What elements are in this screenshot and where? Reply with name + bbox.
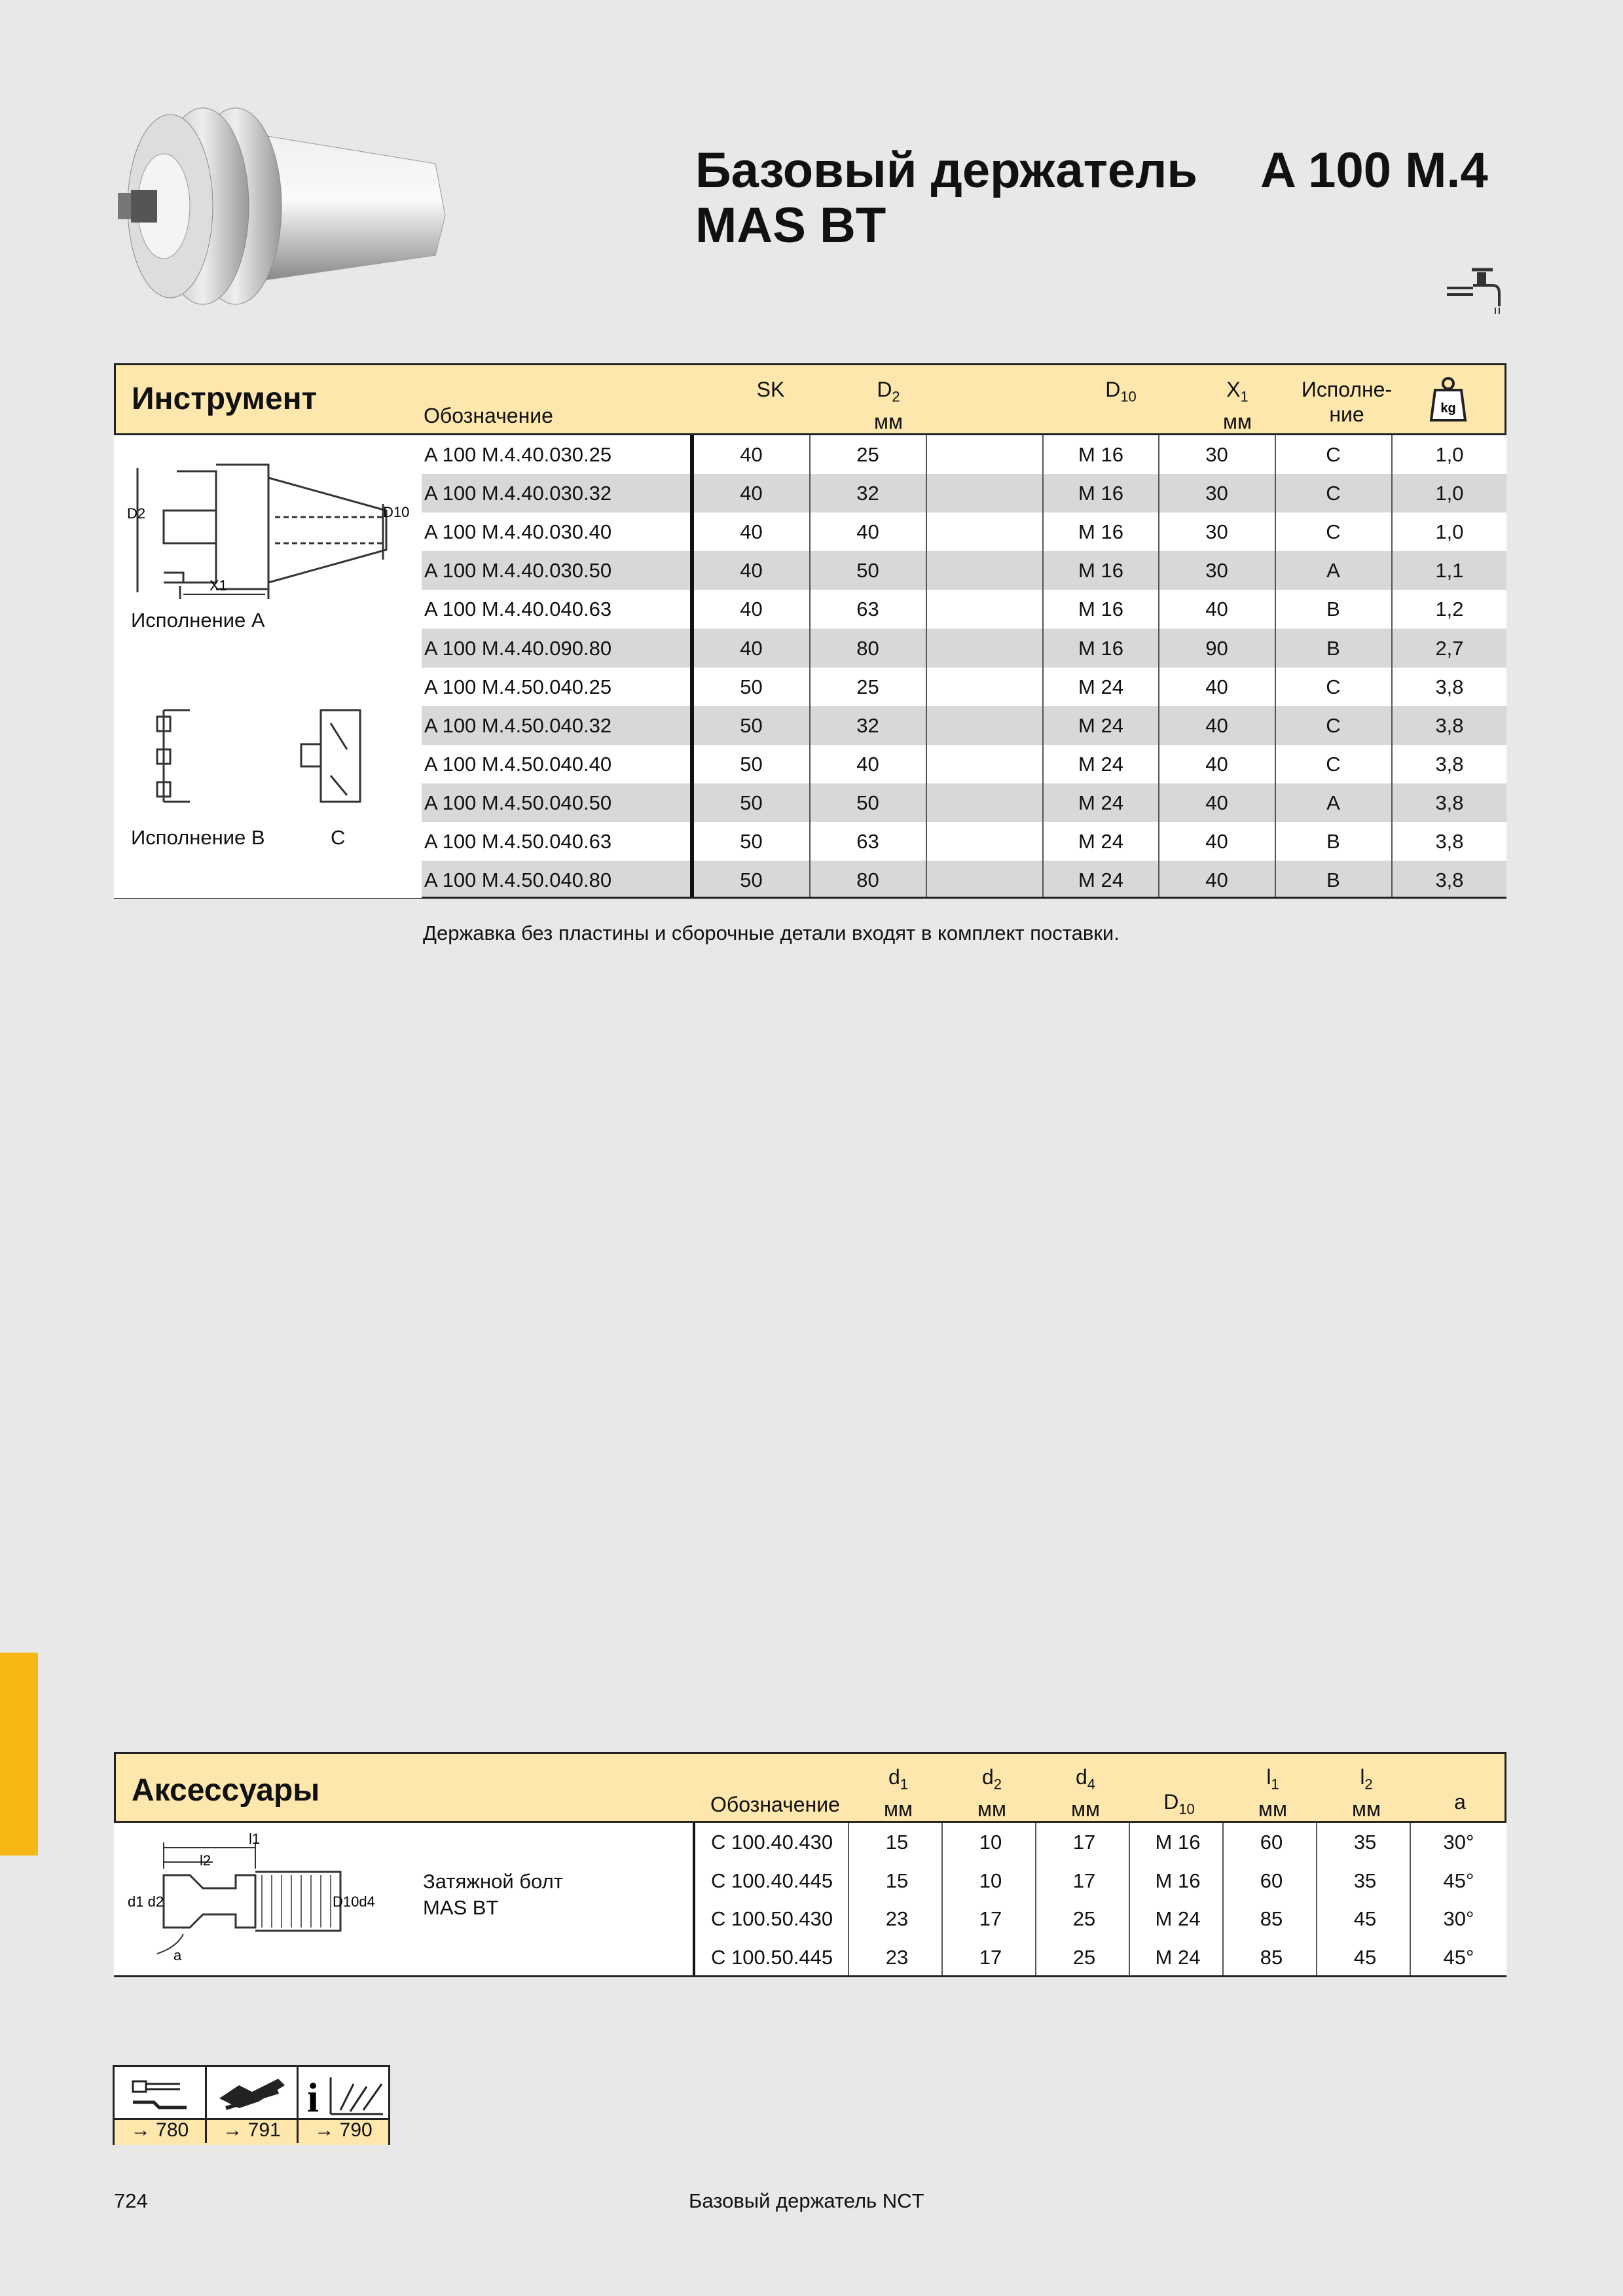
cell-kg: 3,8 [1435, 713, 1464, 737]
column-divider [1391, 435, 1393, 898]
cell-d2: 17 [979, 1945, 1002, 1969]
cell-d1: 15 [885, 1831, 909, 1854]
drawing-pull-bolt [124, 1829, 386, 1970]
cell-ver: B [1326, 869, 1340, 892]
pull-bolt-name: Затяжной болт MAS BT [423, 1870, 563, 1919]
col-d2: $D_2$ мм [874, 378, 903, 434]
cell-kg: 1,0 [1435, 520, 1464, 544]
svg-text:l1: l1 [249, 1831, 261, 1847]
table-row [422, 551, 1506, 590]
cell-sk: 40 [740, 482, 763, 505]
table-row [422, 629, 1506, 668]
cell-l1: 60 [1260, 1869, 1283, 1892]
cell-x1: 30 [1205, 559, 1228, 583]
chapter-tab [0, 1653, 38, 1856]
cell-d2: 40 [856, 520, 879, 544]
ref-page-780[interactable]: → 780 [130, 2119, 189, 2141]
cell-x1: 40 [1205, 830, 1228, 853]
cell-blank [927, 551, 1042, 590]
cell-d1: 23 [885, 1945, 909, 1969]
cell-d2: 32 [856, 713, 879, 737]
cell-sk: 50 [740, 830, 763, 853]
table-row [422, 822, 1506, 861]
page-number: 724 [114, 2189, 148, 2212]
cell-ver: C [1326, 443, 1341, 466]
column-divider [1129, 1823, 1130, 1977]
wrench-hand-icon [213, 2072, 291, 2115]
cell-kg: 3,8 [1435, 869, 1464, 892]
cell-ver: C [1326, 675, 1341, 698]
info-chart-icon [304, 2071, 386, 2117]
label-version-a: Исполнение A [131, 609, 265, 632]
svg-text:i: i [307, 2074, 319, 2117]
cell-code: A 100 M.4.50.040.40 [424, 752, 612, 776]
cell-sk: 40 [740, 636, 763, 660]
drawing-version-b [151, 704, 203, 808]
cell-code: A 100 M.4.50.040.32 [424, 713, 612, 737]
drawing-version-c [295, 704, 373, 808]
cell-sk: 50 [740, 869, 763, 892]
cell-kg: 3,8 [1435, 752, 1464, 776]
delivery-note: Державка без пластины и сборочные детали входят в комплект поставки. [423, 922, 1120, 944]
cell-d10: M 24 [1078, 830, 1123, 853]
column-divider [693, 1823, 695, 1977]
title-line1: Базовый держатель [695, 143, 1198, 198]
table-bottom-border [114, 1975, 1506, 1977]
cell-l1: 85 [1260, 1945, 1283, 1969]
cell-code: A 100 M.4.40.030.32 [424, 482, 612, 505]
cell-code: A 100 M.4.50.040.25 [424, 675, 612, 698]
cell-sk: 40 [740, 559, 763, 583]
section-title-instrument: Инструмент [132, 382, 318, 416]
cell-d10: M 24 [1078, 752, 1123, 776]
acc-col-d2: $d_2$ мм [977, 1765, 1006, 1821]
cell-d2: 10 [979, 1831, 1002, 1854]
cell-sk: 40 [740, 443, 763, 466]
table-row [694, 1938, 1506, 1977]
section-title-accessories: Аксессуары [132, 1773, 320, 1808]
cell-blank [927, 435, 1042, 474]
cell-kg: 1,0 [1435, 482, 1464, 505]
table-row [422, 474, 1506, 512]
cell-l2: 45 [1353, 1945, 1377, 1969]
cell-code: A 100 M.4.40.090.80 [424, 636, 612, 660]
cell-blank [927, 822, 1042, 861]
cell-blank [927, 629, 1042, 668]
page-title [695, 143, 1197, 199]
column-divider [926, 435, 927, 898]
cell-d2: 63 [856, 598, 879, 621]
cell-kg: 1,0 [1435, 443, 1464, 466]
cell-blank [927, 474, 1042, 512]
cell-d10: M 16 [1078, 482, 1123, 505]
cell-d10: M 16 [1155, 1869, 1201, 1892]
table-row [422, 435, 1506, 474]
cell-blank [927, 745, 1042, 783]
column-divider [1410, 1823, 1411, 1977]
cell-d2: 80 [856, 869, 879, 892]
ref-page-790[interactable]: → 790 [314, 2119, 373, 2141]
svg-text:D2: D2 [127, 505, 146, 522]
table-row [422, 745, 1506, 783]
cell-l1: 60 [1260, 1831, 1283, 1854]
svg-text:kg: kg [1440, 401, 1456, 416]
cell-ver: A [1326, 559, 1340, 583]
cell-x1: 30 [1205, 482, 1228, 505]
acc-col-l1: $l_1$ мм [1258, 1765, 1287, 1821]
cell-blank [927, 590, 1042, 628]
col-version: Исполне- ние [1301, 378, 1393, 426]
col-d10: $D_{10}$ [1105, 378, 1137, 405]
cell-ver: C [1326, 713, 1341, 737]
cell-blank [927, 668, 1042, 706]
svg-text:a: a [173, 1947, 182, 1964]
svg-text:X1: X1 [210, 577, 227, 594]
cell-sk: 50 [740, 675, 763, 698]
column-divider [1035, 1823, 1036, 1977]
bolt-key-icon [128, 2075, 193, 2114]
cell-l2: 35 [1353, 1831, 1377, 1854]
table-row [694, 1899, 1506, 1938]
cell-d10: M 16 [1078, 559, 1123, 583]
cell-d4: 25 [1072, 1945, 1096, 1969]
column-divider [1316, 1823, 1317, 1977]
cell-x1: 30 [1205, 520, 1228, 544]
cell-d10: M 24 [1078, 869, 1123, 892]
cell-sk: 50 [740, 713, 763, 737]
instrument-header [114, 363, 1506, 435]
cell-ver: C [1326, 482, 1341, 505]
svg-text:D10: D10 [383, 504, 410, 520]
svg-text:D10d4: D10d4 [333, 1893, 375, 1910]
cell-ver: C [1326, 520, 1341, 544]
cell-ver: A [1326, 791, 1340, 814]
cell-x1: 40 [1205, 598, 1228, 621]
cell-d2: 80 [856, 636, 879, 660]
ref-page-791[interactable]: → 791 [223, 2119, 281, 2141]
footer-caption: Базовый держатель NCT [689, 2189, 924, 2212]
coolant-tap-icon [1447, 260, 1506, 316]
cell-a: 30° [1443, 1831, 1474, 1854]
cell-code: A 100 M.4.50.040.50 [424, 791, 612, 814]
cell-kg: 3,8 [1435, 830, 1464, 853]
cell-d10: M 16 [1078, 598, 1123, 621]
cell-d2: 17 [979, 1907, 1002, 1930]
cell-d2: 32 [856, 482, 879, 505]
cell-a: 45° [1443, 1945, 1474, 1969]
column-divider [1222, 1823, 1224, 1977]
cell-blank [927, 783, 1042, 822]
cell-code: C 100.40.430 [711, 1831, 833, 1854]
cell-ver: B [1326, 830, 1340, 853]
cell-code: C 100.50.445 [711, 1945, 833, 1969]
cell-d10: M 24 [1155, 1907, 1201, 1930]
column-divider [941, 1823, 943, 1977]
cell-d10: M 24 [1155, 1945, 1201, 1969]
column-divider [1275, 435, 1276, 898]
reference-box [113, 2065, 390, 2145]
table-row [422, 706, 1506, 745]
cell-blank [927, 512, 1042, 551]
acc-col-d4: $d_4$ мм [1071, 1765, 1100, 1821]
column-divider [1158, 435, 1159, 898]
cell-ver: B [1326, 598, 1340, 621]
label-version-c: C [331, 826, 346, 849]
cell-ver: C [1326, 752, 1341, 776]
table-row [694, 1823, 1506, 1861]
tool-holder-image [105, 85, 458, 321]
cell-d2: 50 [856, 791, 879, 814]
cell-x1: 40 [1205, 675, 1228, 698]
acc-col-designation: Обозначение [710, 1793, 840, 1816]
cell-d4: 17 [1072, 1869, 1096, 1892]
cell-d1: 15 [885, 1869, 909, 1892]
cell-code: A 100 M.4.40.030.50 [424, 559, 612, 583]
acc-col-d10: $D_{10}$ [1163, 1790, 1195, 1818]
cell-x1: 90 [1205, 636, 1228, 660]
cell-code: A 100 M.4.40.030.25 [424, 443, 612, 466]
cell-x1: 40 [1205, 713, 1228, 737]
cell-x1: 40 [1205, 791, 1228, 814]
label-version-b: Исполнение B [131, 826, 265, 849]
cell-kg: 1,2 [1435, 598, 1464, 621]
table-row [422, 668, 1506, 706]
acc-col-l2: $l_2$ мм [1352, 1765, 1381, 1821]
svg-text:l2: l2 [200, 1852, 211, 1869]
cell-x1: 40 [1205, 869, 1228, 892]
cell-d10: M 16 [1078, 636, 1123, 660]
column-divider [809, 435, 811, 898]
cell-blank [927, 861, 1042, 899]
table-row [422, 783, 1506, 822]
cell-d10: M 24 [1078, 791, 1123, 814]
column-divider [1042, 435, 1044, 898]
weight-kg-icon [1429, 374, 1468, 424]
accessories-header [114, 1752, 1506, 1823]
cell-l2: 45 [1353, 1907, 1377, 1930]
cell-a: 30° [1443, 1907, 1474, 1930]
cell-d4: 17 [1072, 1831, 1096, 1854]
cell-l2: 35 [1353, 1869, 1377, 1892]
cell-a: 45° [1443, 1869, 1474, 1892]
acc-col-d1: $d_1$ мм [884, 1765, 913, 1821]
col-x1: $X_1$ мм [1223, 378, 1252, 434]
table-row [422, 512, 1506, 551]
cell-x1: 30 [1205, 443, 1228, 466]
column-divider [848, 1823, 849, 1977]
cell-code: A 100 M.4.50.040.63 [424, 830, 612, 853]
cell-d10: M 16 [1078, 520, 1123, 544]
cell-code: A 100 M.4.40.040.63 [424, 598, 612, 621]
column-divider [690, 435, 694, 898]
cell-d2: 40 [856, 752, 879, 776]
cell-sk: 50 [740, 752, 763, 776]
cell-kg: 3,8 [1435, 791, 1464, 814]
cell-ver: B [1326, 636, 1340, 660]
cell-d2: 25 [856, 675, 879, 698]
table-row [422, 861, 1506, 899]
cell-code: C 100.50.430 [711, 1907, 833, 1930]
cell-l1: 85 [1260, 1907, 1283, 1930]
cell-code: A 100 M.4.50.040.80 [424, 869, 612, 892]
drawing-version-a [124, 452, 412, 602]
title-code: A 100 M.4 [1260, 143, 1488, 198]
cell-d4: 25 [1072, 1907, 1096, 1930]
table-row [422, 590, 1506, 628]
cell-code: A 100 M.4.40.030.40 [424, 520, 612, 544]
acc-col-a: a [1454, 1790, 1466, 1814]
cell-sk: 40 [740, 520, 763, 544]
table-row [694, 1861, 1506, 1900]
cell-kg: 2,7 [1435, 636, 1464, 660]
title-line2: MAS BT [695, 198, 886, 253]
cell-kg: 3,8 [1435, 675, 1464, 698]
cell-d2: 25 [856, 443, 879, 466]
cell-x1: 40 [1205, 752, 1228, 776]
col-sk: SK [756, 378, 785, 401]
col-designation: Обозначение [424, 404, 553, 427]
cell-d2: 10 [979, 1869, 1002, 1892]
svg-text:d1 d2: d1 d2 [128, 1893, 164, 1910]
cell-d10: M 16 [1078, 443, 1123, 466]
cell-d10: M 24 [1078, 713, 1123, 737]
cell-sk: 40 [740, 598, 763, 621]
cell-d2: 63 [856, 830, 879, 853]
cell-sk: 50 [740, 791, 763, 814]
cell-blank [927, 706, 1042, 745]
cell-code: C 100.40.445 [711, 1869, 833, 1892]
cell-kg: 1,1 [1435, 559, 1464, 583]
cell-d1: 23 [885, 1907, 909, 1930]
cell-d2: 50 [856, 559, 879, 583]
cell-d10: M 16 [1155, 1831, 1201, 1854]
cell-d10: M 24 [1078, 675, 1123, 698]
